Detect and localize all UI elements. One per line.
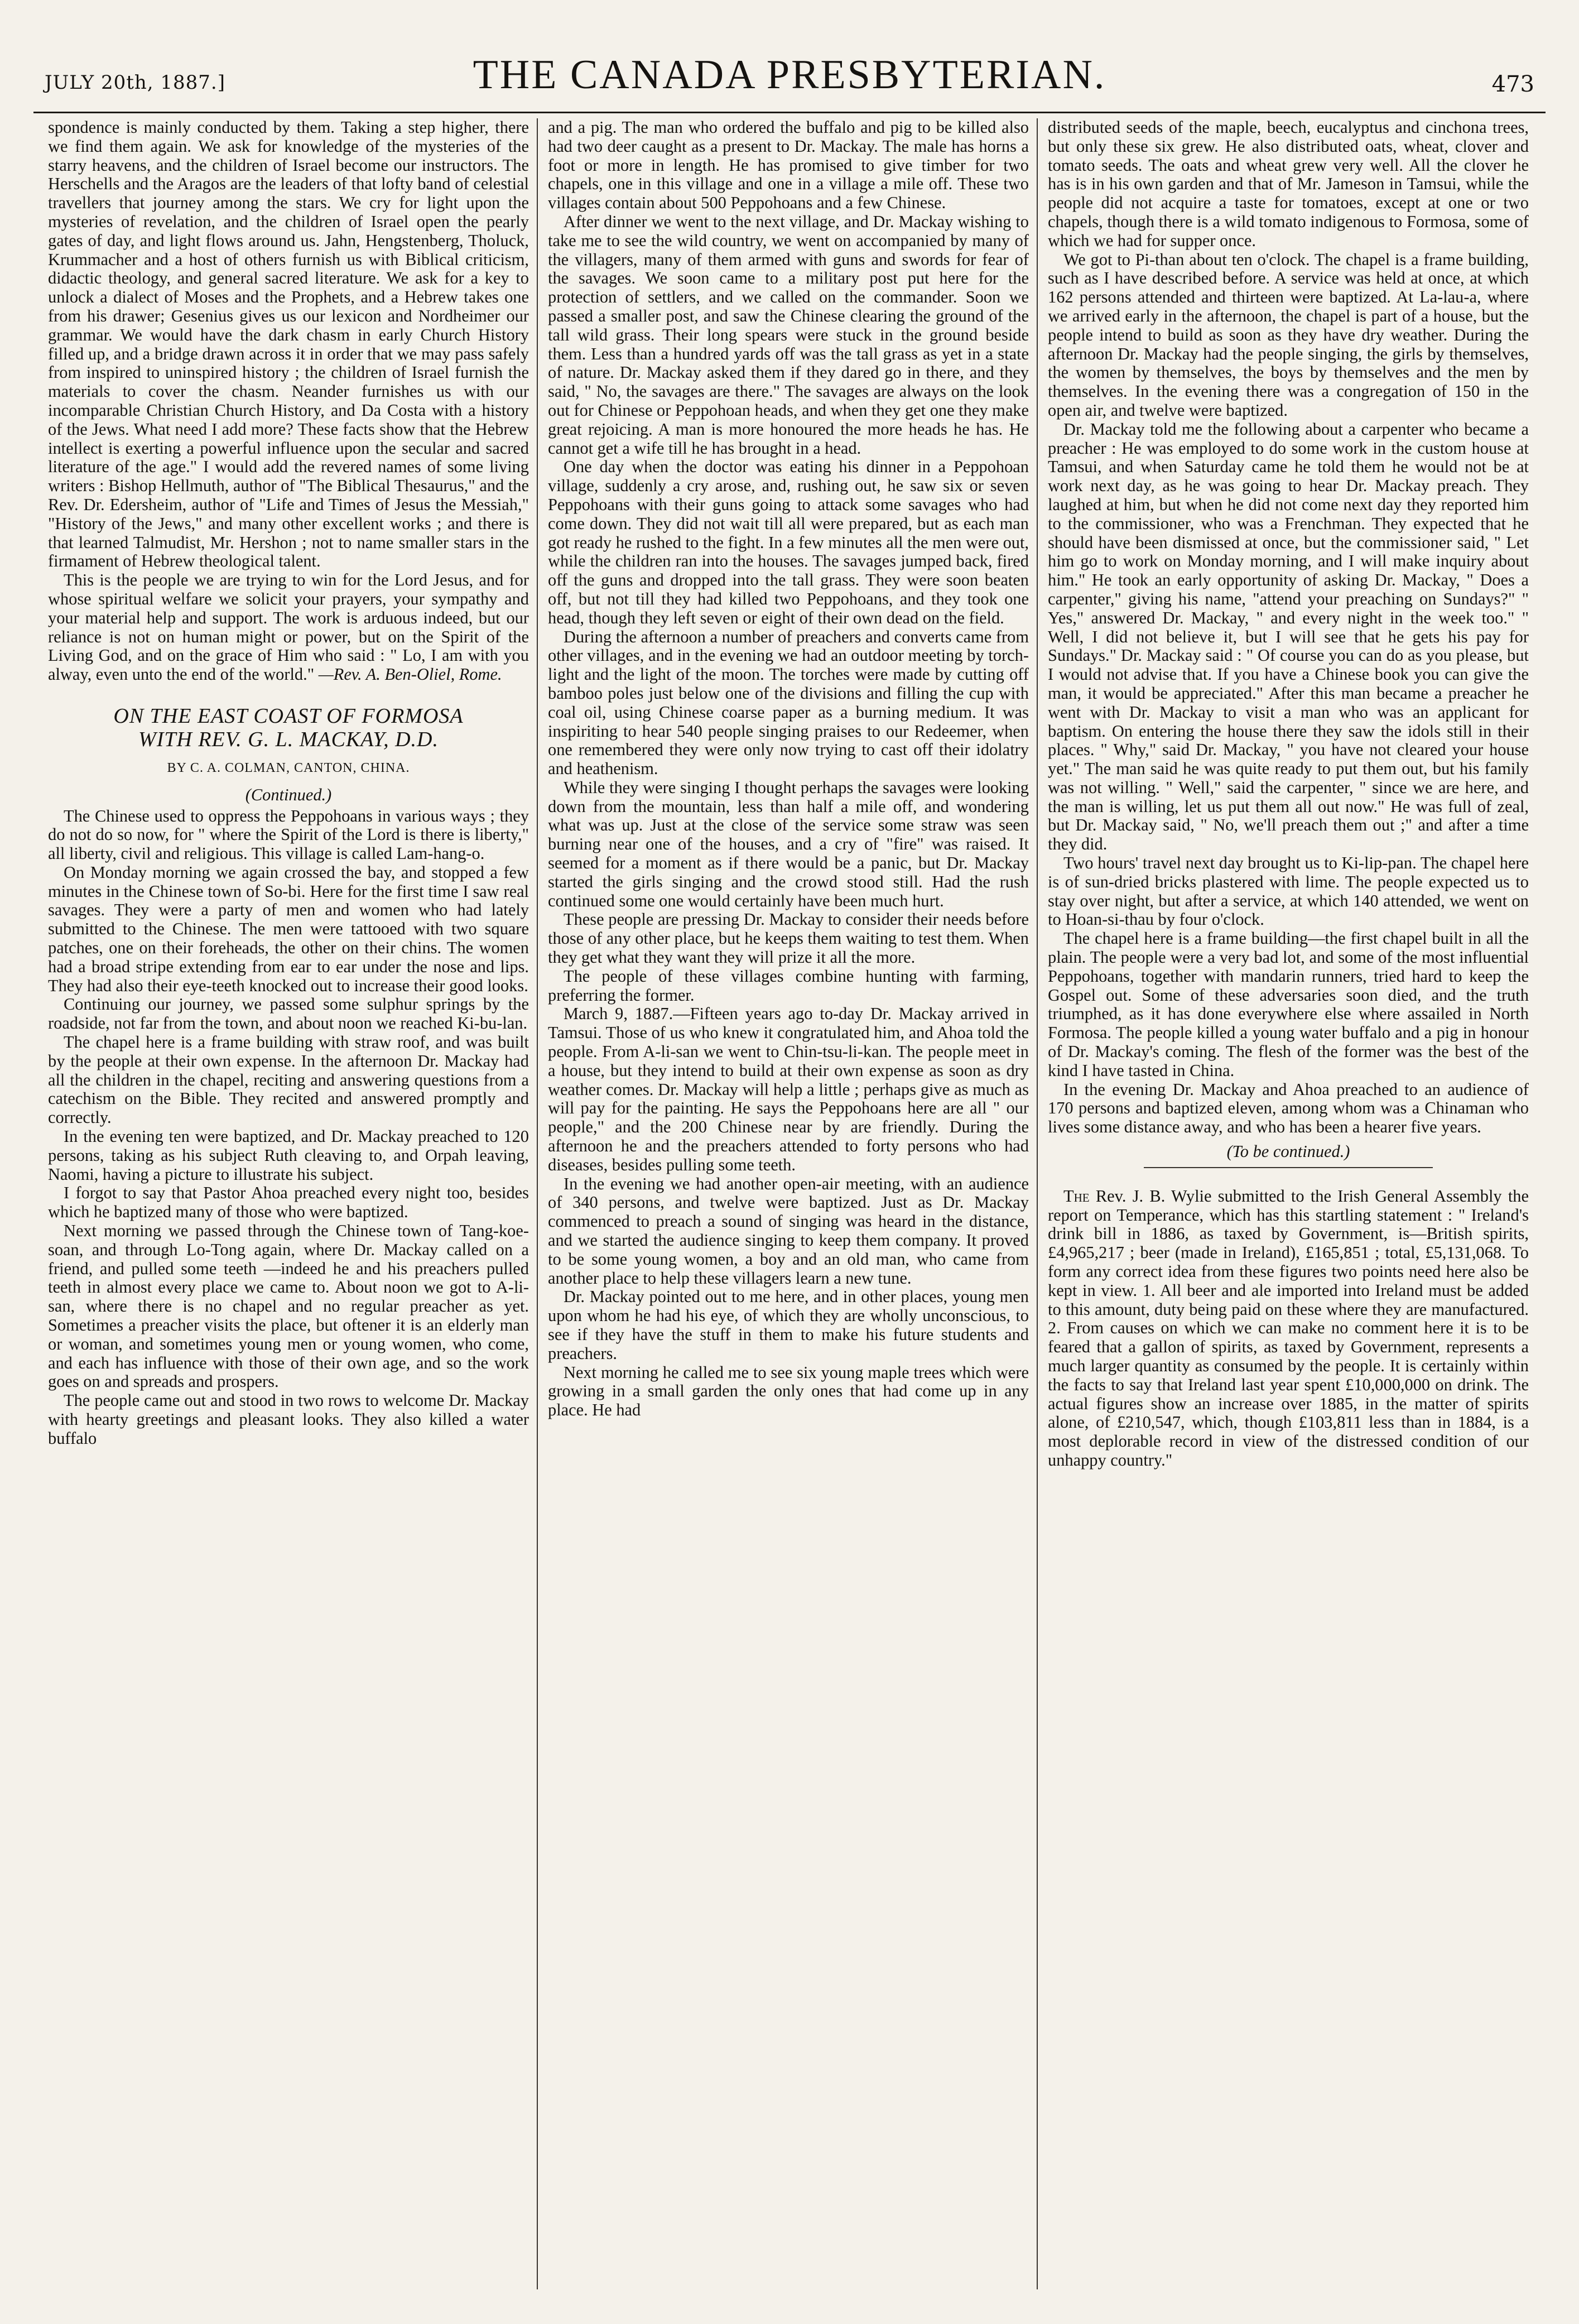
section-separator xyxy=(1144,1167,1432,1168)
lead-word: The xyxy=(1063,1186,1090,1206)
headline-line-2: WITH REV. G. L. MACKAY, D.D. xyxy=(138,727,439,751)
paragraph-text: This is the people we are trying to win for the Lord Jesus, and for whose spiritual welfare we solicit your prayers, your sympathy and your material help and support. The work is arduous indeed, but our reliance is not on human might or power, but on the Spirit of the Living God, and on the grace of Him who said : " Lo, I am with you alway, even unto the end of the world." xyxy=(48,570,529,684)
paragraph: Two hours' travel next day brought us to Ki-lip-pan. The chapel here is of sun-dried bricks plastered with lime. The people expected us to stay over night, but after a service, at which 140 attended, we went on to Hoan-si-thau by four o'clock. xyxy=(1048,853,1529,929)
column-1 xyxy=(48,118,529,1448)
paragraph: Next morning we passed through the Chinese town of Tang-koe-soan, and through Lo-Tong again, where Dr. Mackay called on a friend, and pulled some teeth —indeed he and his preachers pulled teeth in almost every place we came to. About noon we got to A-li-san, where there is no chapel and no regular preacher as yet. Sometimes a preacher visits the place, but oftener it is an elderly man or woman, and sometimes young men or young women, who come, and each has influence with those of their own age, and so the work goes on and spreads and prospers. xyxy=(48,1221,529,1391)
paragraph: Dr. Mackay pointed out to me here, and in other places, young men upon whom he had his eye, of which they are wholly unconscious, to see if they have the stuff in them to make his future students and preachers. xyxy=(548,1287,1029,1363)
paragraph: On Monday morning we again crossed the bay, and stopped a few minutes in the Chinese town of So-bi. Here for the first time I saw real savages. They were a party of men and women who had lately submitted to the Chinese. The men were tattooed with two square patches, one on their foreheads, the other on their chins. The women had a broad stripe extending from ear to ear under the nose and lips. They had also their eye-teeth knocked out to increase their good looks. xyxy=(48,862,529,995)
paragraph: In the evening Dr. Mackay and Ahoa preached to an audience of 170 persons and baptized eleven, among whom was a Chinaman who lives some distance away, and who has been a hearer five years. xyxy=(1048,1079,1529,1137)
paragraph: We got to Pi-than about ten o'clock. The chapel is a frame building, such as I have described before. A service was held at once, at which 162 persons attended and thirteen were baptized. At La-lau-a, where we arrived early in the afternoon, the chapel is part of a house, but the people intend to build as soon as they have dry weather. During the afternoon Dr. Mackay had the people singing, the girls by themselves, the women by themselves, the boys by themselves and the men by themselves. In the evening there was a congregation of 150 in the open air, and twelve were baptized. xyxy=(1048,249,1529,420)
paragraph: One day when the doctor was eating his dinner in a Peppohoan village, suddenly a cry arose, and, rushing out, he saw six or seven Peppohoans with their guns going to attack some savages who had come down. They did not wait till all were prepared, but as each man got ready he rushed to the fight. In a few minutes all the men were out, while the children ran into the houses. The savages jumped back, fired off the guns and dropped into the tall grass. They were soon beaten off, but not till they had killed two Peppohoans, and they took one head, though they left seven or eight of their own dead on the field. xyxy=(548,457,1029,627)
paragraph: In the evening ten were baptized, and Dr. Mackay preached to 120 persons, taking as his subject Ruth cleaving to, and Orpah leaving, Naomi, having a picture to illustrate his subject. xyxy=(48,1127,529,1184)
newspaper-title: THE CANADA PRESBYTERIAN. xyxy=(473,52,1106,98)
paragraph: Dr. Mackay told me the following about a carpenter who became a preacher : He was employed to do some work in the custom house at Tamsui, and when Saturday came he told them he would not be at work next day, as he was going to hear Dr. Mackay preach. They laughed at him, but when he did not come next day they reported him to the commissioner, who was a Frenchman. They expected that he should have been dismissed at once, but the commissioner said, " Let him go to work on Monday morning, and I will make inquiry about him." He took an early opportunity of asking Dr. Mackay, " Does a carpenter," giving his name, "attend your preaching on Sundays?" " Yes," answered Dr. Mackay, " and every night in the week too." " Well, I did not believe it, but I will see that he gets his pay for Sundays." Dr. Mackay said : " Of course you can do as you please, but I would not advise that. If you have a Chinese book you can give the man, it would be appreciated." After this man became a preacher he went with Dr. Mackay to visit a man who was an applicant for baptism. On entering the house there they saw the idols still in their places. " Why," said Dr. Mackay, " you have not cleared your house yet." The man said he was quite ready to put them out, but his family was not willing. " Well," said the carpenter, " since we are here, and the man is willing, let us put them all out now." He was full of zeal, but Dr. Mackay said, " No, we'll preach them out ;" and after a time they did. xyxy=(1048,419,1529,854)
paragraph: During the afternoon a number of preachers and converts came from other villages, and in the evening we had an outdoor meeting by torch-light and the light of the moon. The torches were made by cutting off bamboo poles just below one of the divisions and filling the cup with coal oil, using Chinese coarse paper as a burning medium. It was inspiriting to hear 540 people singing praises to our Redeemer, when one remembered they were only now trying to cast off their idolatry and heathenism. xyxy=(548,627,1029,779)
column-3 xyxy=(1048,118,1529,1470)
paragraph: The Chinese used to oppress the Peppohoans in various ways ; they do not do so now, for " where the Spirit of the Lord is there is liberty," all liberty, civil and religious. This village is called Lam-hang-o. xyxy=(48,806,529,863)
paragraph: and a pig. The man who ordered the buffalo and pig to be killed also had two deer caught as a present to Dr. Mackay. The male has horns a foot or more in length. He has promised to give timber for two chapels, one in this village and one in a village a mile off. These two villages contain about 500 Peppohoans and a few Chinese. xyxy=(548,118,1029,213)
paragraph: spondence is mainly conducted by them. Taking a step higher, there we find them again. We ask for knowledge of the mysteries of the starry heavens, and the children of Israel become our instructors. The Herschells and the Aragos are the leaders of that lofty band of celestial travellers that journey among the stars. We cry for light upon the mysteries of revelation, and the children of Israel open the pearly gates of day, and light flows around us. Jahn, Hengstenberg, Tholuck, Krummacher and a host of others furnish us with Biblical criticism, didactic theology, and general sacred literature. We ask for a key to unlock a dialect of Moses and the Prophets, and a Hebrew takes one from his drawer; Gesenius gives us our lexicon and Nordheimer our grammar. We would have the dark chasm in early Church History filled up, and a bridge drawn across it in order that we may pass safely from inspired to uninspired history ; the children of Israel furnish the materials to cover the chasm. Neander furnishes us with our incomparable Christian Church History, and Da Costa with a history of the Jews. What need I add more? These facts show that the Hebrew intellect is exerting a powerful influence upon the secular and sacred literature of the age." I would add the revered names of some living writers : Bishop Hellmuth, author of "The Biblical Thesaurus," and the Rev. Dr. Edersheim, author of "Life and Times of Jesus the Messiah," "History of the Jews," and many other excellent works ; and there is that learned Talmudist, Mr. Hershon ; not to name smaller stars in the firmament of Hebrew theological talent. xyxy=(48,118,529,571)
to-be-continued-label: (To be continued.) xyxy=(1226,1142,1350,1161)
paragraph: Next morning he called me to see six young maple trees which were growing in a small garden the only ones that had come up in any place. He had xyxy=(548,1362,1029,1420)
paragraph: While they were singing I thought perhaps the savages were looking down from the mountain, less than half a mile off, and wondering what was up. Just at the close of the service some straw was seen burning near one of the houses, and a cry of "fire" was raised. It seemed for a moment as if there would be a panic, but Dr. Mackay started the girls singing and the crowd stood still. Had the rush continued some one would certainly have been much hurt. xyxy=(548,777,1029,910)
page-number: 473 xyxy=(1491,71,1534,97)
byline: BY C. A. COLMAN, CANTON, CHINA. xyxy=(167,760,410,775)
paragraph: After dinner we went to the next village, and Dr. Mackay wishing to take me to see the wild country, we went on accompanied by many of the villagers, many of them armed with guns and swords for fear of the savages. We soon came to a military post put here for the protection of settlers, and we called on the commander. Soon we passed a smaller post, and saw the Chinese clearing the ground of the tall wild grass. Their long spears were stuck in the ground beside them. Less than a hundred yards off was the tall grass as yet in a state of nature. Dr. Mackay asked them if they dared go in there, and they said, " No, the savages are there." The savages are always on the look out for Chinese or Peppohoan heads, and when they get one they make great rejoicing. A man is more honoured the more heads he has. He cannot get a wife till he has brought in a head. xyxy=(548,212,1029,458)
paragraph: The chapel here is a frame building—the first chapel built in all the plain. The people were a very bad lot, and some of the most influential Peppohoans, together with mandarin runners, tried hard to keep the Gospel out. Some of these adversaries soon died, and the truth triumphed, as it has done everywhere else where assailed in North Formosa. The people killed a young water buffalo and a pig in honour of Dr. Mackay's coming. The flesh of the former was the best of the kind I have tasted in China. xyxy=(1048,929,1529,1080)
column-divider xyxy=(537,118,538,2289)
headline-line-1: ON THE EAST COAST OF FORMOSA xyxy=(113,704,464,728)
paragraph: The people came out and stood in two rows to welcome Dr. Mackay with hearty greetings and pleasant looks. They also killed a water buffalo xyxy=(48,1391,529,1448)
paragraph: The people of these villages combine hunting with farming, preferring the former. xyxy=(548,966,1029,1005)
issue-date: JULY 20th, 1887.] xyxy=(45,71,225,94)
continued-label: (Continued.) xyxy=(245,785,332,804)
masthead-rule xyxy=(33,112,1546,113)
article-headline xyxy=(48,704,529,751)
paragraph: I forgot to say that Pastor Ahoa preached every night too, besides which he baptized many of those who were baptized. xyxy=(48,1183,529,1222)
column-divider xyxy=(1037,118,1038,2289)
column-2 xyxy=(548,118,1029,1420)
paragraph: Continuing our journey, we passed some sulphur springs by the roadside, not far from the town, and about noon we reached Ki-bu-lan. xyxy=(48,995,529,1033)
paragraph xyxy=(48,571,529,684)
paragraph: These people are pressing Dr. Mackay to consider their needs before those of any other place, but he keeps them waiting to test them. When they get what they want they will prize it all the more. xyxy=(548,910,1029,967)
paragraph: March 9, 1887.—Fifteen years ago to-day Dr. Mackay arrived in Tamsui. Those of us who knew it congratulated him, and Ahoa told the people. From A-li-san we went to Chin-tsu-li-kan. The people meet in a house, but they intend to build at their own expense as soon as dry weather comes. Dr. Mackay will help a little ; perhaps give as much as will pay for the painting. He says the Peppohoans here are all " our people," and the 200 Chinese near by are friendly. During the afternoon he and the preachers attended to forty persons who had diseases, besides pulling some teeth. xyxy=(548,1004,1029,1174)
paragraph-text: Rev. J. B. Wylie submitted to the Irish General Assembly the report on Temperance, which has this startling statement : " Ireland's drink bill in 1886, as taxed by Government, is—British spirits, £4,965,217 ; beer (made in Ireland), £165,851 ; total, £5,131,068. To form any correct idea from these figures two points need here also be kept in view. 1. All beer and ale imported into Ireland must be added to this amount, duty being paid on these where they are manufactured. 2. From causes on which we can make no comment here it is to be feared that a gallon of spirits, as taxed by Government, represents a much larger quantity as consumed by the people. It is certainly within the facts to say that Ireland last year spent £10,000,000 on drink. The actual figures show an increase over 1885, in the matter of spirits alone, of £210,547, which, though £103,811 less than in 1884, is a most deplorable record in view of the distressed condition of our unhappy country." xyxy=(1048,1186,1529,1470)
paragraph: In the evening we had another open-air meeting, with an audience of 340 persons, and twelve were baptized. Just as Dr. Mackay commenced to preach a sound of singing was heard in the distance, and we started the audience singing to keep them company. It proved to be some young women, a boy and an old man, who came from another place to help these villagers learn a new tune. xyxy=(548,1174,1029,1288)
paragraph: distributed seeds of the maple, beech, eucalyptus and cinchona trees, but only these six grew. He also distributed oats, wheat, clover and tomato seeds. The oats and wheat grew very well. All the clover he has is in his own garden and that of Mr. Jameson in Tamsui, while the people did not acquire a taste for tomatoes, except at one or two chapels, though there is a wild tomato indigenous to Formosa, some of which we had for supper once. xyxy=(1048,118,1529,250)
masthead xyxy=(45,51,1534,118)
signature: —Rev. A. Ben-Oliel, Rome. xyxy=(318,665,502,684)
paragraph: The chapel here is a frame building with straw roof, and was built by the people at their own expense. In the afternoon Dr. Mackay had all the children in the chapel, reciting and answering questions from a catechism on the Bible. They recited and answered promptly and correctly. xyxy=(48,1033,529,1127)
paragraph xyxy=(1048,1187,1529,1470)
